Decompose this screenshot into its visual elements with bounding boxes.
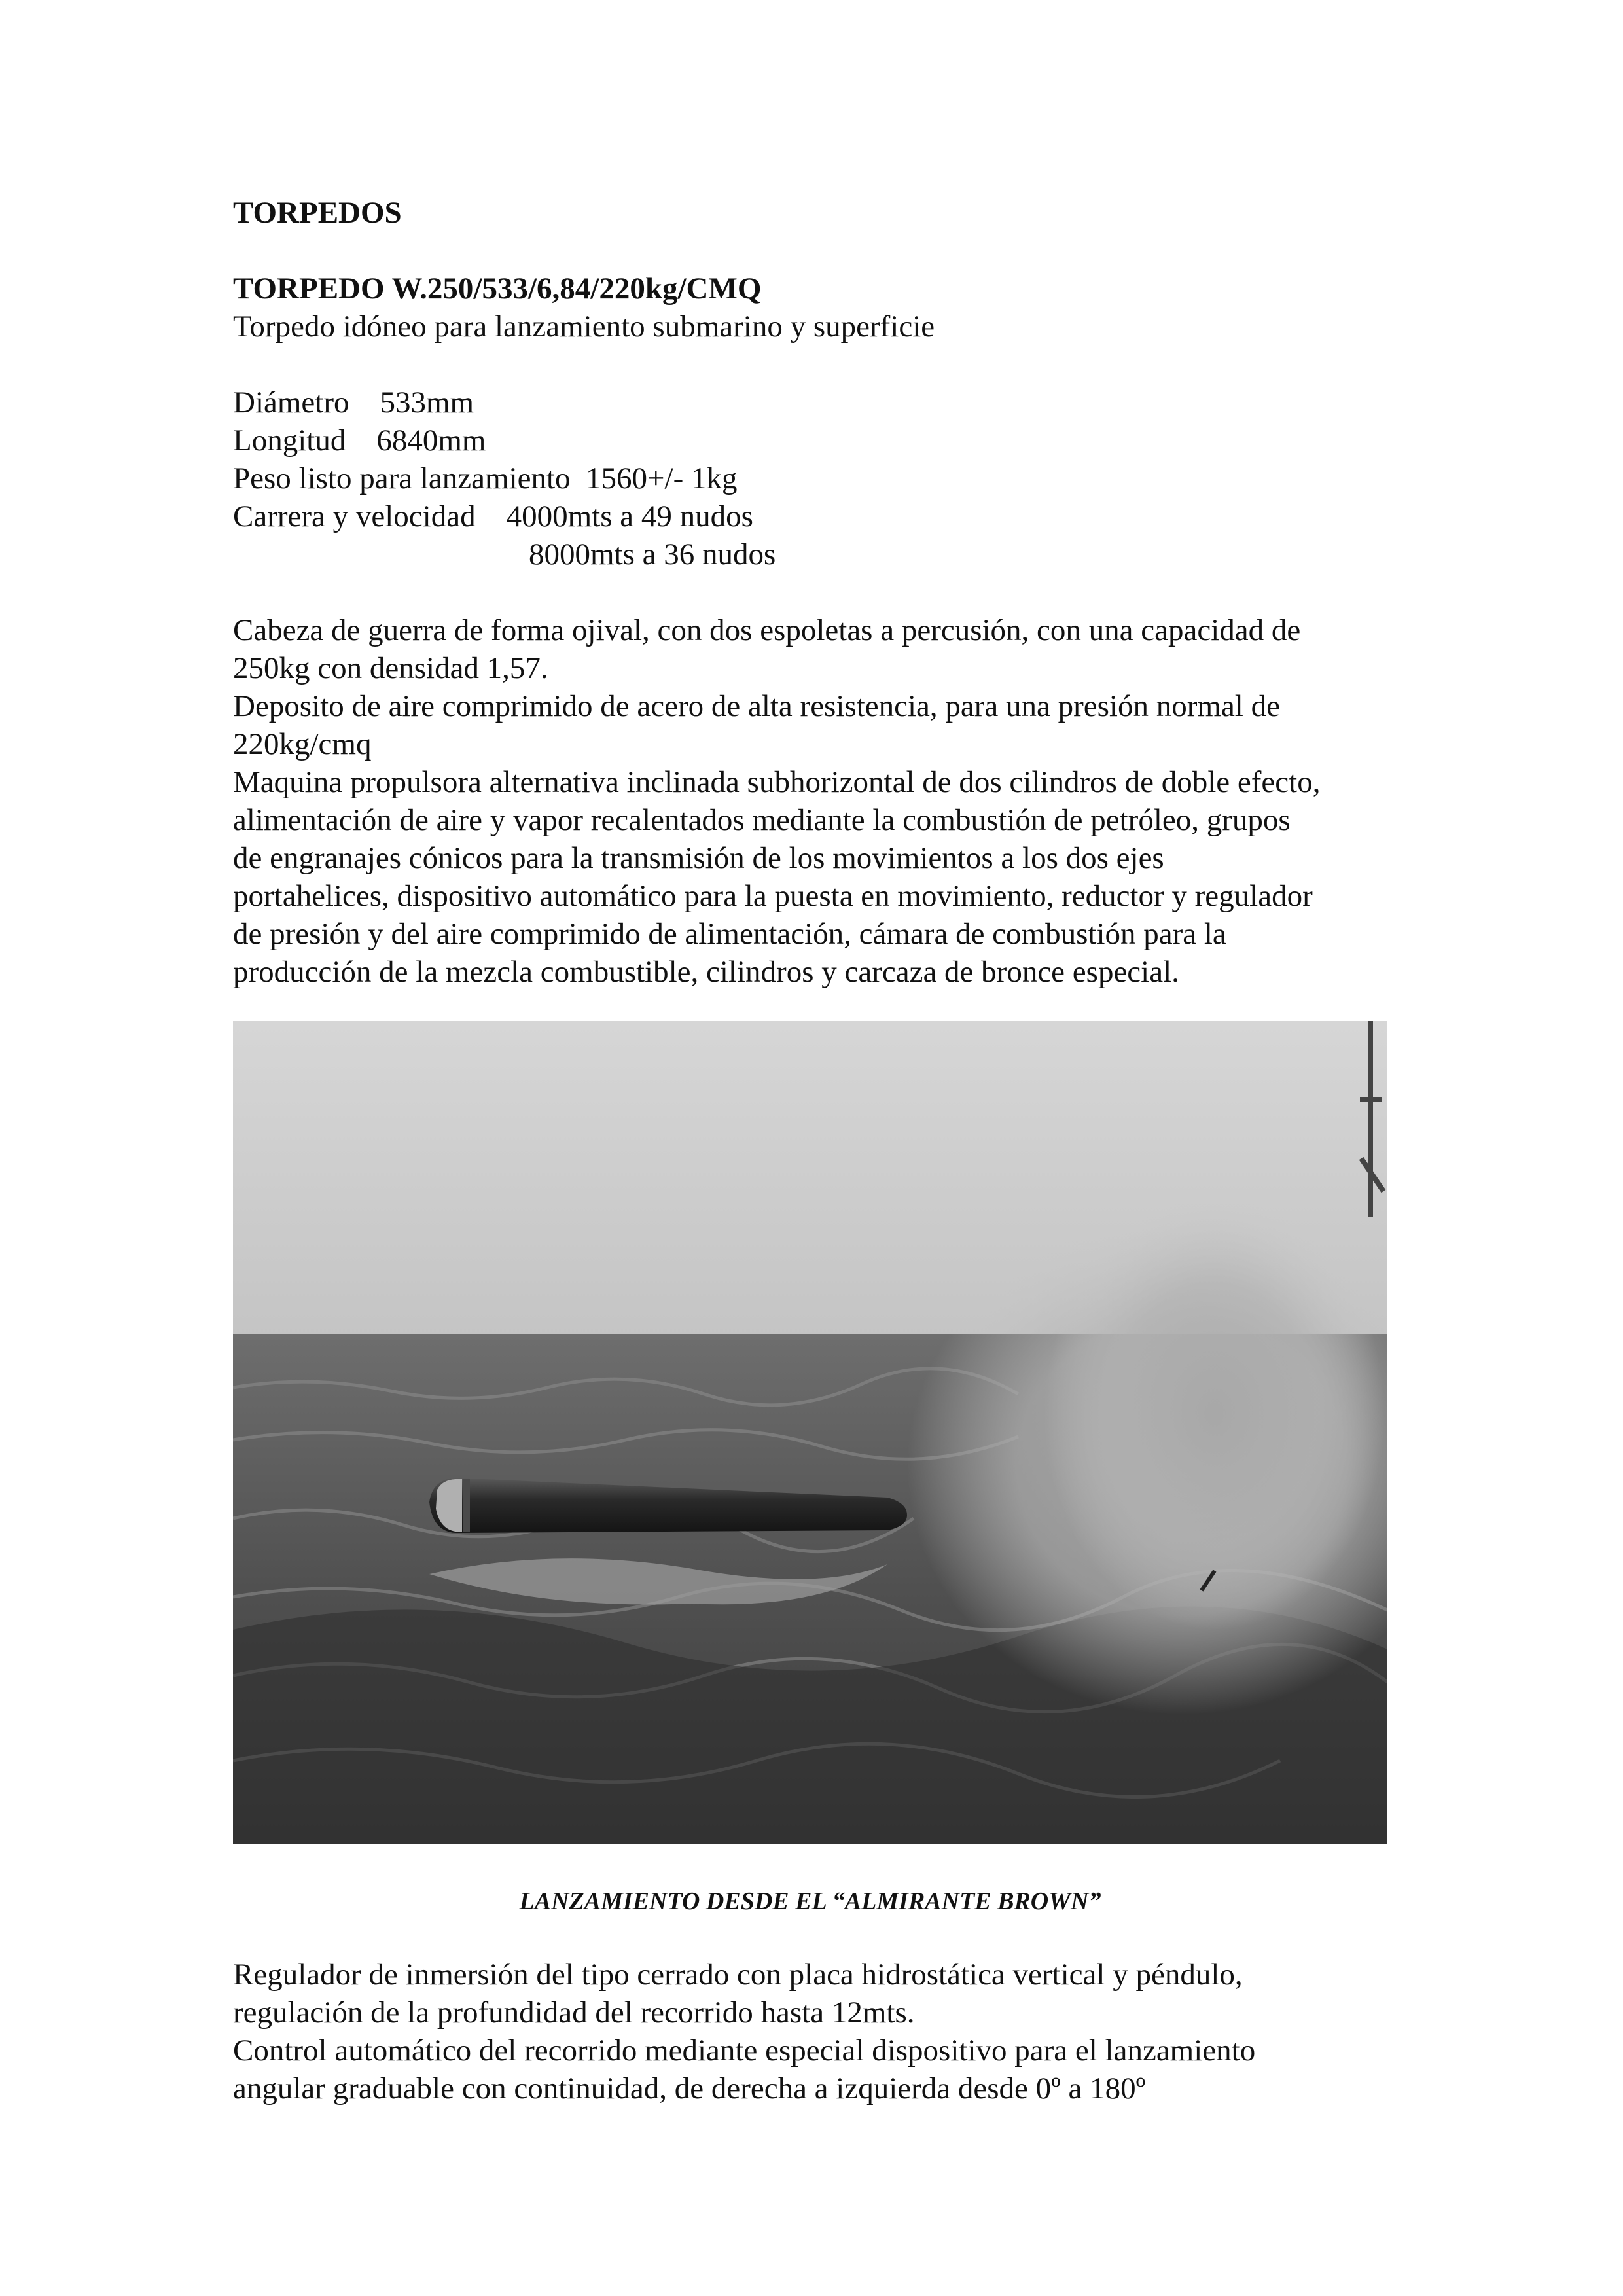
closing-line: Regulador de inmersión del tipo cerrado con placa hidrostática vertical y péndulo, [233, 1958, 1243, 1992]
section-title: TORPEDOS [233, 196, 402, 230]
description-line: 250kg con densidad 1,57. [233, 651, 548, 685]
description-line: producción de la mezcla combustible, cilindros y carcaza de bronce especial. [233, 955, 1179, 989]
description-line: portahelices, dispositivo automático para la puesta en movimiento, reductor y regulador [233, 879, 1313, 913]
description-line: 220kg/cmq [233, 727, 372, 761]
description-line: de presión y del aire comprimido de alimentación, cámara de combustión para la [233, 917, 1226, 951]
smoke-cloud-core [1044, 1198, 1385, 1630]
torpedo-launch-photo [233, 1021, 1387, 1844]
closing-paragraph [233, 1956, 1411, 2108]
description-line: alimentación de aire y vapor recalentados mediante la combustión de petróleo, grupos [233, 803, 1291, 837]
photo-caption: LANZAMIENTO DESDE EL “ALMIRANTE BROWN” [519, 1888, 1101, 1915]
description-line: Deposito de aire comprimido de acero de alta resistencia, para una presión normal de [233, 689, 1280, 723]
spec-length: Longitud 6840mm [233, 423, 486, 457]
description-line: Maquina propulsora alternativa inclinada subhorizontal de dos cilindros de doble efecto, [233, 765, 1321, 799]
closing-line: regulación de la profundidad del recorrido hasta 12mts. [233, 1996, 915, 2030]
spec-diameter: Diámetro 533mm [233, 386, 474, 420]
torpedo-name: TORPEDO W.250/533/6,84/220kg/CMQ [233, 272, 762, 306]
closing-line: angular graduable con continuidad, de derecha a izquierda desde 0º a 180º [233, 2072, 1146, 2106]
torpedo-subtitle: Torpedo idóneo para lanzamiento submarino y superficie [233, 310, 935, 344]
spec-weight: Peso listo para lanzamiento 1560+/- 1kg [233, 461, 738, 495]
description-line: Cabeza de guerra de forma ojival, con dos espoletas a percusión, con una capacidad de [233, 613, 1301, 647]
closing-line: Control automático del recorrido mediante especial dispositivo para el lanzamiento [233, 2034, 1256, 2068]
description-line: de engranajes cónicos para la transmisión de los movimientos a los dos ejes [233, 841, 1164, 875]
description-paragraph [233, 611, 1411, 991]
spec-range-2: 8000mts a 36 nudos [529, 537, 776, 571]
spec-range-1: Carrera y velocidad 4000mts a 49 nudos [233, 499, 753, 533]
